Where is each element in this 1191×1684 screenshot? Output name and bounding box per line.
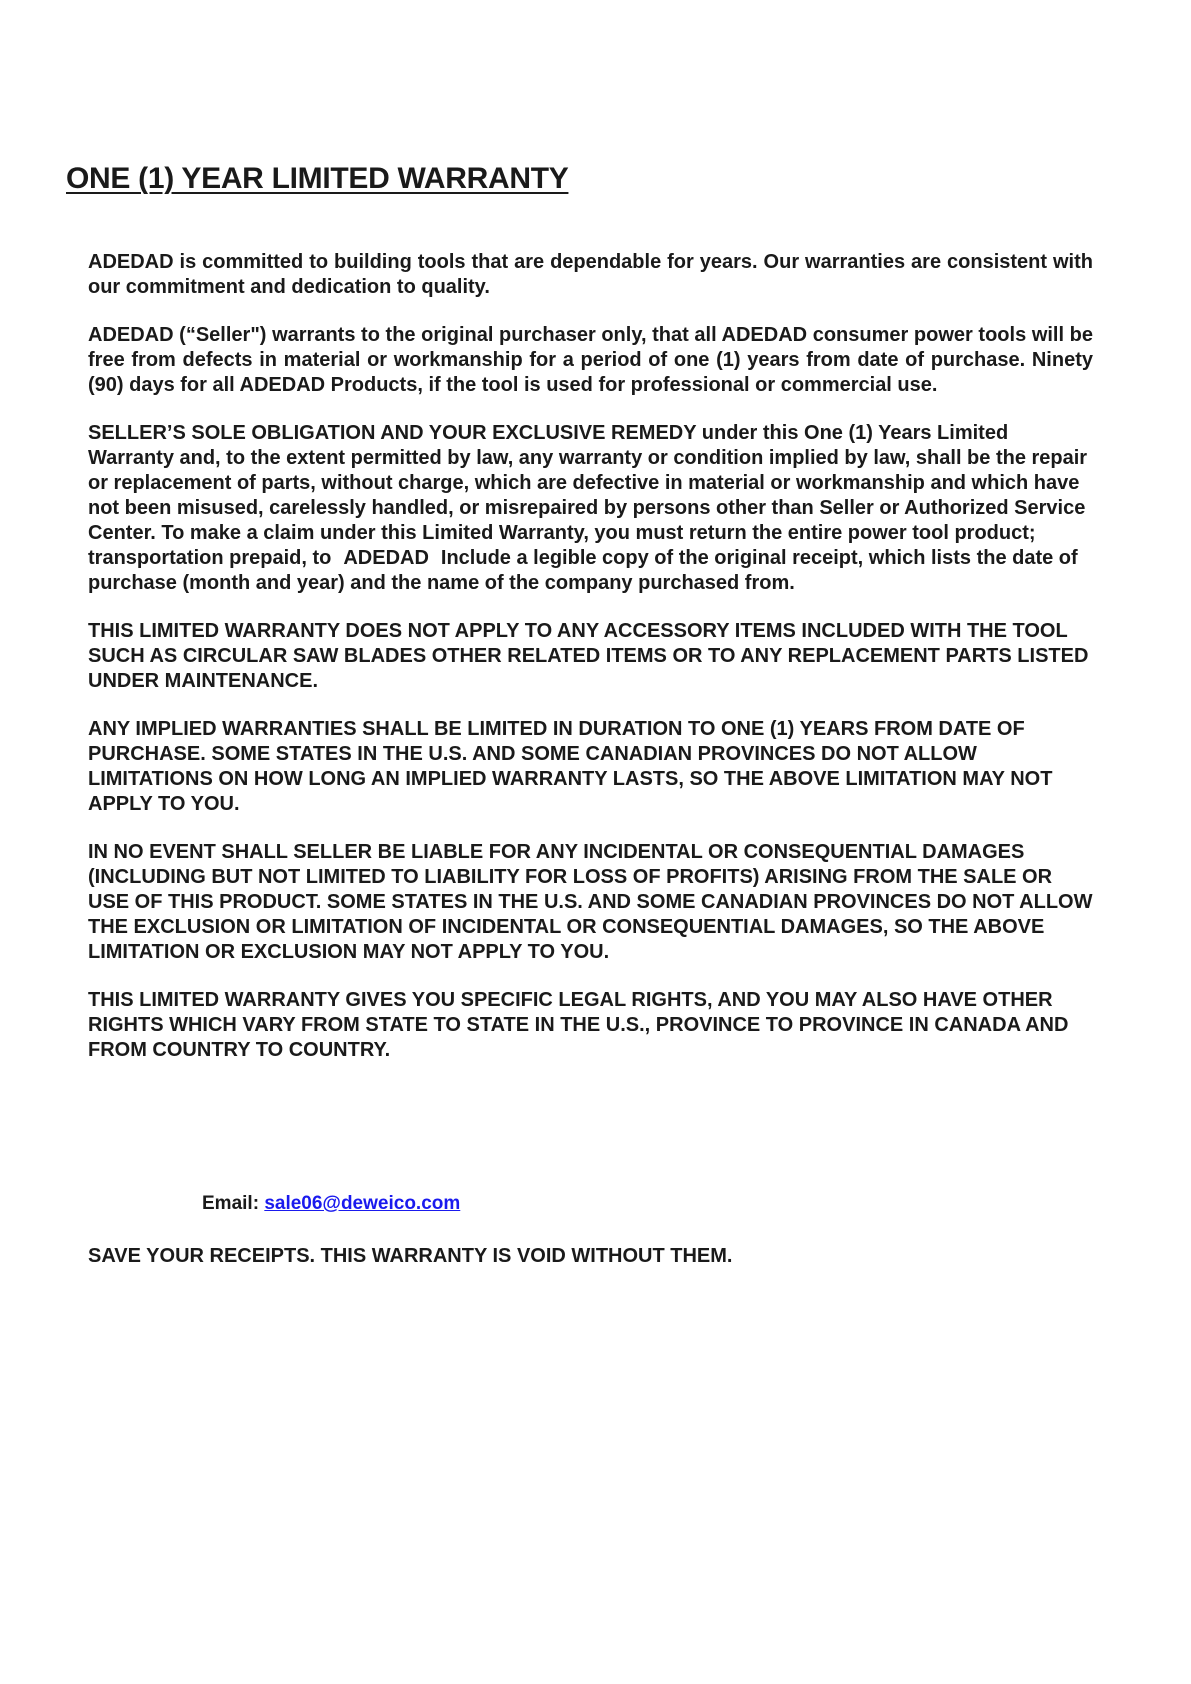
seller-obligation-text-part1: SELLER’S SOLE OBLIGATION AND YOUR EXCLUSIVE REMEDY under this One (1) Years Limited Warranty and, to the extent permitted by law, any warranty or condition implied by law, shall be the repair or replacement of parts, without charge, which are defective in material or workmanship and which have not been misused, carelessly handled, or misrepaired by persons other than Seller or Authorized Service Center. To make a claim under this Limited Warranty, you must return the entire power tool product; transportation prepaid, to — [88, 422, 1088, 569]
seller-obligation-brand: ADEDAD — [343, 547, 429, 569]
contact-email-line — [202, 1193, 460, 1215]
accessory-exclusion-paragraph: THIS LIMITED WARRANTY DOES NOT APPLY TO ANY ACCESSORY ITEMS INCLUDED WITH THE TOOL SUCH AS CIRCULAR SAW BLADES OTHER RELATED ITEMS OR TO ANY REPLACEMENT PARTS LISTED UNDER MAINTENANCE. — [88, 620, 1089, 692]
commitment-paragraph: ADEDAD is committed to building tools that are dependable for years. Our warranties are consistent with our commitment and dedication to quality. — [88, 251, 1093, 298]
implied-warranty-paragraph: ANY IMPLIED WARRANTIES SHALL BE LIMITED IN DURATION TO ONE (1) YEARS FROM DATE OF PURCHASE. SOME STATES IN THE U.S. AND SOME CANADIAN PROVINCES DO NOT ALLOW LIMITATIONS ON HOW LONG AN IMPLIED WARRANTY LASTS, SO THE ABOVE LIMITATION MAY NOT APPLY TO YOU. — [88, 718, 1053, 815]
warranty-body — [88, 250, 1093, 1086]
seller-obligation-paragraph — [88, 421, 1093, 596]
seller-obligation-text-part2: Include a legible copy of the original receipt, which lists the date of purchase (month and year) and the name of the company purchased from. — [88, 547, 1078, 594]
email-label: Email: — [202, 1193, 260, 1214]
email-link[interactable]: sale06@deweico.com — [264, 1193, 461, 1214]
save-receipts-note: SAVE YOUR RECEIPTS. THIS WARRANTY IS VOID WITHOUT THEM. — [88, 1245, 733, 1267]
page-title: ONE (1) YEAR LIMITED WARRANTY — [66, 162, 569, 195]
legal-rights-paragraph: THIS LIMITED WARRANTY GIVES YOU SPECIFIC LEGAL RIGHTS, AND YOU MAY ALSO HAVE OTHER RIGHTS WHICH VARY FROM STATE TO STATE IN THE U.S., PROVINCE TO PROVINCE IN CANADA AND FROM COUNTRY TO COUNTRY. — [88, 989, 1069, 1061]
liability-limitation-paragraph: IN NO EVENT SHALL SELLER BE LIABLE FOR ANY INCIDENTAL OR CONSEQUENTIAL DAMAGES (INCLUDING BUT NOT LIMITED TO LIABILITY FOR LOSS OF PROFITS) ARISING FROM THE SALE OR USE OF THIS PRODUCT. SOME STATES IN THE U.S. AND SOME CANADIAN PROVINCES DO NOT ALLOW THE EXCLUSION OR LIMITATION OF INCIDENTAL OR CONSEQUENTIAL DAMAGES, SO THE ABOVE LIMITATION OR EXCLUSION MAY NOT APPLY TO YOU. — [88, 841, 1093, 963]
warranty-coverage-paragraph: ADEDAD (“Seller") warrants to the original purchaser only, that all ADEDAD consumer power tools will be free from defects in material or workmanship for a period of one (1) years from date of purchase. Ninety (90) days for all ADEDAD Products, if the tool is used for professional or commercial use. — [88, 324, 1093, 396]
